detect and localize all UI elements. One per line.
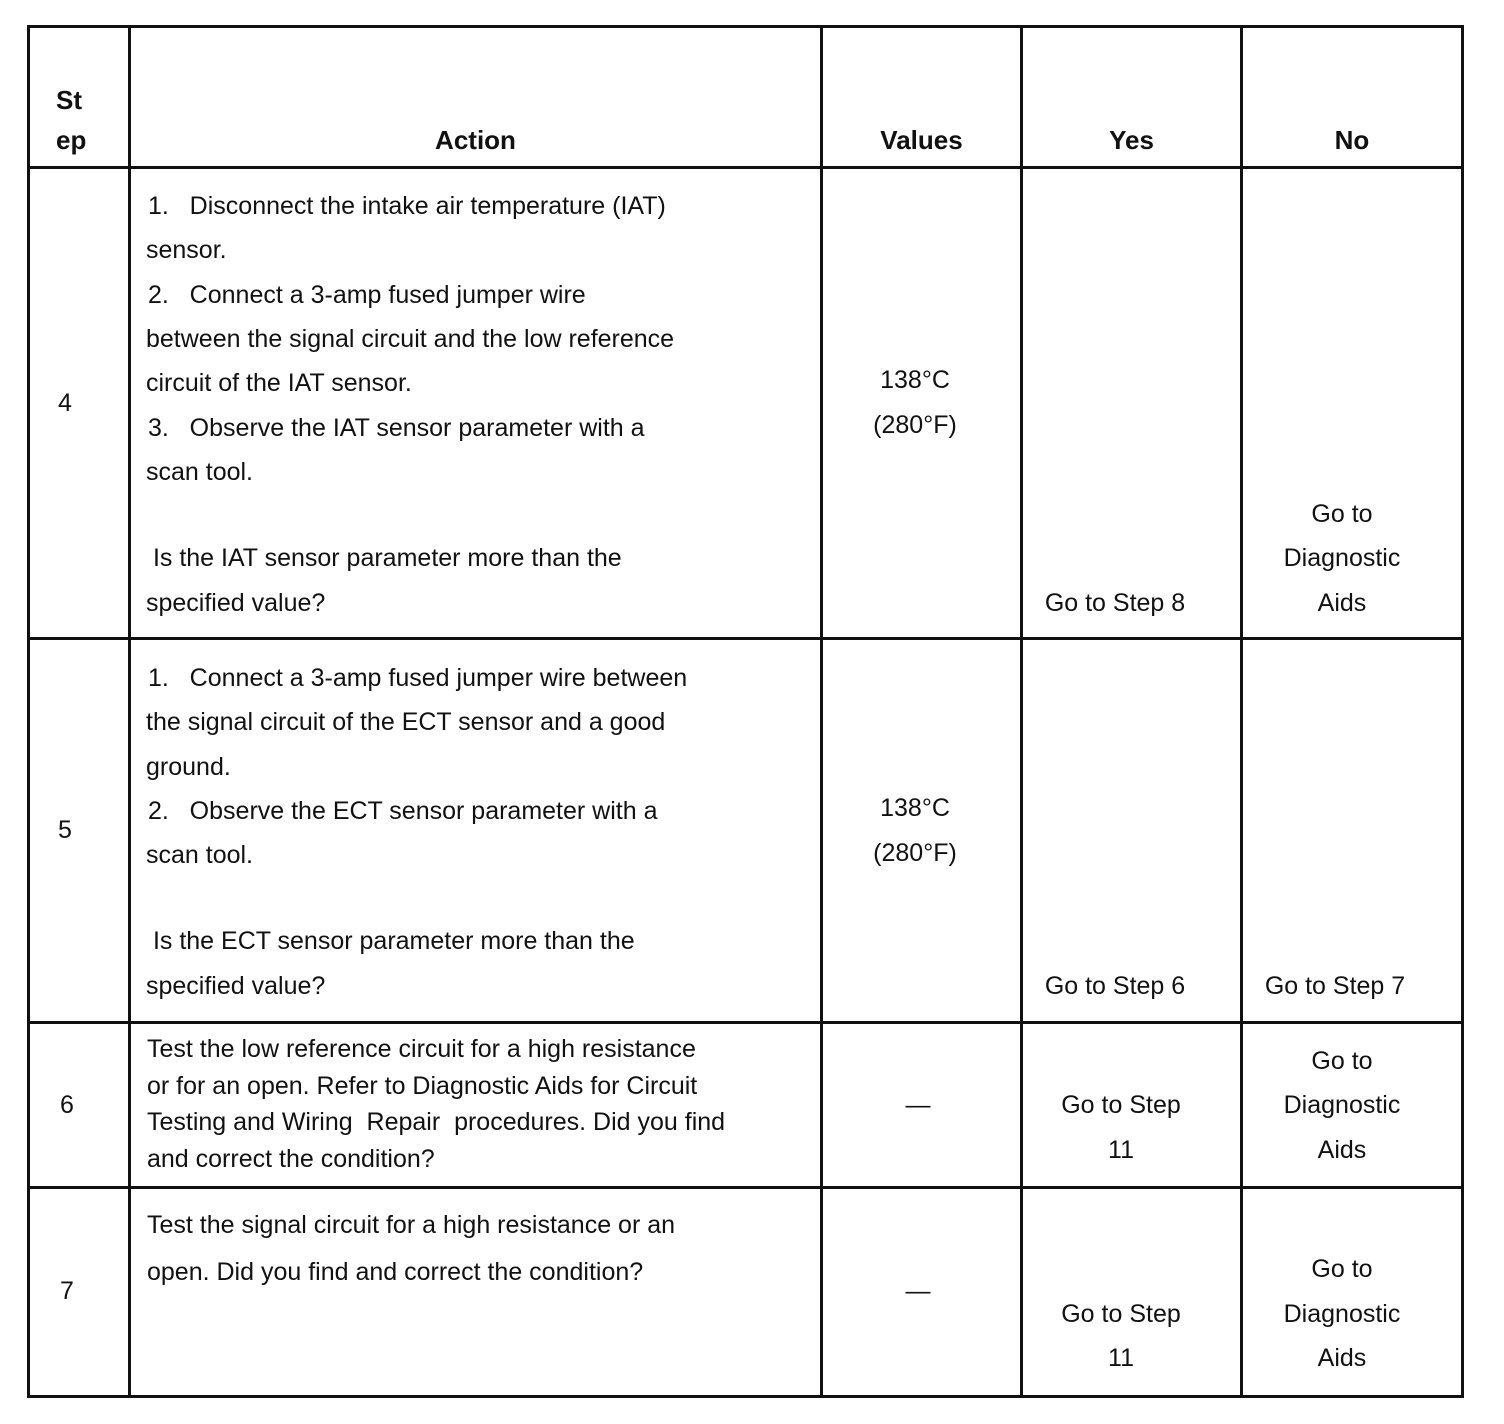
value-line: (280°F)	[873, 411, 957, 439]
row-step: 4	[58, 389, 72, 417]
action-line: between the signal circuit and the low reference	[146, 325, 675, 353]
action-line: scan tool.	[146, 841, 254, 869]
row-step: 7	[60, 1277, 74, 1305]
header-yes: Yes	[1109, 125, 1154, 155]
value-line: (280°F)	[873, 839, 957, 867]
table-rule	[27, 25, 30, 1398]
header-step-line1: St	[56, 85, 82, 115]
action-line: Test the low reference circuit for a high resistance	[147, 1035, 696, 1063]
action-line: Testing and Wiring Repair procedures. Did you find	[147, 1108, 726, 1136]
no-action-line: Aids	[1317, 589, 1367, 617]
yes-action-line: 11	[1108, 1344, 1134, 1372]
value-dash: —	[905, 1277, 931, 1305]
action-line: scan tool.	[146, 458, 254, 486]
no-action: Go to Step 7	[1264, 972, 1406, 1000]
yes-action: Go to Step 8	[1044, 589, 1186, 617]
row-step: 6	[60, 1091, 74, 1119]
no-action-line: Diagnostic	[1283, 1300, 1401, 1328]
action-line: Is the ECT sensor parameter more than the	[146, 927, 635, 955]
table-rule	[27, 637, 1464, 640]
yes-action-line: 11	[1108, 1136, 1134, 1164]
action-line: and correct the condition?	[147, 1145, 435, 1173]
header-action: Action	[435, 125, 516, 155]
table-rule	[1020, 25, 1023, 1398]
no-action-line: Diagnostic	[1283, 544, 1401, 572]
action-line: Is the IAT sensor parameter more than the	[146, 544, 622, 572]
table-rule	[27, 25, 1464, 28]
header-step-line2: ep	[56, 125, 87, 155]
table-rule	[27, 1395, 1464, 1398]
no-action-line: Go to	[1311, 500, 1373, 528]
value-dash: —	[905, 1091, 931, 1119]
table-rule	[820, 25, 823, 1398]
action-line: the signal circuit of the ECT sensor and a good	[146, 708, 666, 736]
action-line: Test the signal circuit for a high resistance or an	[147, 1211, 676, 1239]
yes-action: Go to Step 6	[1044, 972, 1186, 1000]
no-action-line: Go to	[1311, 1047, 1373, 1075]
no-action-line: Diagnostic	[1283, 1091, 1401, 1119]
table-rule	[1240, 25, 1243, 1398]
table-rule	[27, 166, 1464, 169]
action-line: circuit of the IAT sensor.	[146, 369, 412, 397]
value-line: 138°C	[880, 794, 950, 822]
action-line: ground.	[146, 753, 231, 781]
no-action-line: Aids	[1317, 1136, 1367, 1164]
action-line: or for an open. Refer to Diagnostic Aids for Circuit	[147, 1072, 698, 1100]
table-rule	[128, 25, 131, 1398]
action-line: specified value?	[146, 589, 326, 617]
table-rule	[27, 1021, 1464, 1024]
action-line: 1. Connect a 3-amp fused jumper wire between	[148, 664, 688, 692]
no-action-line: Aids	[1317, 1344, 1367, 1372]
table-rule	[1461, 25, 1464, 1398]
action-line: 2. Connect a 3-amp fused jumper wire	[148, 281, 586, 309]
header-no: No	[1334, 125, 1370, 155]
action-line: 1. Disconnect the intake air temperature (IAT)	[148, 192, 666, 220]
header-values: Values	[880, 125, 963, 155]
action-line: 2. Observe the ECT sensor parameter with a	[148, 797, 658, 825]
value-line: 138°C	[880, 366, 950, 394]
yes-action-line: Go to Step	[1061, 1091, 1181, 1119]
yes-action-line: Go to Step	[1061, 1300, 1181, 1328]
action-line: sensor.	[146, 236, 227, 264]
table-rule	[27, 1186, 1464, 1189]
action-line: open. Did you find and correct the condition?	[147, 1258, 644, 1286]
row-step: 5	[58, 816, 72, 844]
action-line: specified value?	[146, 972, 326, 1000]
no-action-line: Go to	[1311, 1255, 1373, 1283]
action-line: 3. Observe the IAT sensor parameter with a	[148, 414, 645, 442]
